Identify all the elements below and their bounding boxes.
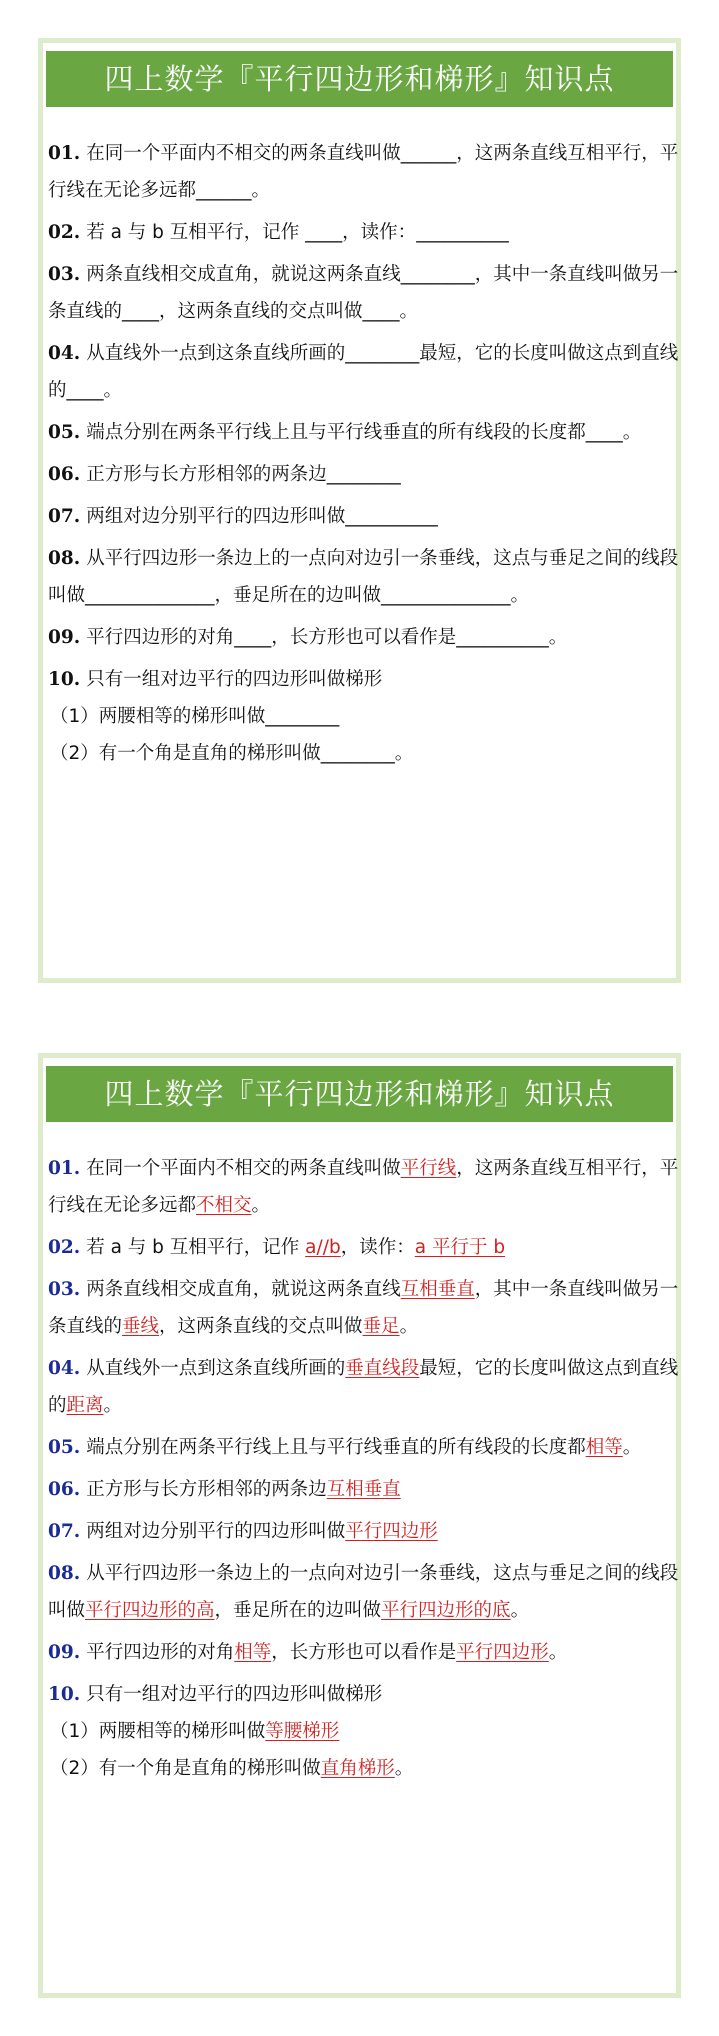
question-text: 正方形与长方形相邻的两条边: [86, 464, 327, 485]
question-text: ，读作：: [342, 222, 417, 243]
answer-text: 互相垂直: [326, 1479, 401, 1500]
question-text: （2）有一个角是直角的梯形叫做: [50, 743, 321, 764]
question-number: 05.: [48, 1437, 81, 1458]
answer-text: 直角梯形: [320, 1758, 395, 1779]
answer-blank: ________: [345, 343, 420, 364]
question-text: 若 a 与 b 互相平行，记作: [86, 1237, 306, 1258]
answer-key-card: [38, 1053, 681, 1998]
question-text: ，长方形也可以看作是: [271, 1642, 457, 1663]
question-text: 。: [399, 301, 419, 322]
answer-blank: __________: [345, 506, 438, 527]
question-text: 最短，它的长度叫做这点到直线的: [48, 1358, 679, 1416]
question-text: ，读作：: [340, 1237, 415, 1258]
question-text: 。: [510, 1600, 530, 1621]
answer-blank: ____: [234, 627, 272, 648]
question-05: [48, 414, 682, 451]
answer-05: [48, 1429, 682, 1466]
question-text: （1）两腰相等的梯形叫做: [50, 1721, 266, 1742]
answer-blank: ______: [400, 143, 457, 164]
question-text: ，其中一条直线叫做另一条直线的: [48, 1279, 679, 1337]
question-text: 。: [103, 380, 123, 401]
answer-text: 平行四边形的高: [85, 1600, 215, 1621]
question-02: [48, 214, 682, 251]
question-text: 只有一组对边平行的四边形叫做梯形: [86, 669, 383, 690]
question-text: 若 a 与 b 互相平行，记作: [86, 222, 306, 243]
question-10-sub-1: [48, 698, 676, 735]
question-text: 只有一组对边平行的四边形叫做梯形: [86, 1684, 383, 1705]
answer-text: 平行线: [400, 1158, 457, 1179]
question-text: 。: [622, 422, 642, 443]
question-text: ，垂足所在的边叫做: [214, 1600, 382, 1621]
question-number: 10.: [48, 669, 81, 690]
question-text: ，这两条直线的交点叫做: [159, 301, 363, 322]
question-text: 。: [622, 1437, 642, 1458]
question-number: 04.: [48, 343, 81, 364]
question-text: 从平行四边形一条边上的一点向对边引一条垂线，这点与垂足之间的线段叫做: [48, 548, 679, 606]
question-number: 08.: [48, 548, 81, 569]
answer-text: 距离: [66, 1395, 104, 1416]
question-08: [48, 540, 682, 614]
answer-blank: ____: [122, 301, 160, 322]
question-number: 01.: [48, 1158, 81, 1179]
question-number: 03.: [48, 1279, 81, 1300]
question-number: 08.: [48, 1563, 81, 1584]
question-04: [48, 335, 682, 409]
worksheet-question-list: [43, 107, 679, 772]
answer-blank: __________: [416, 222, 509, 243]
question-text: 端点分别在两条平行线上且与平行线垂直的所有线段的长度都: [86, 1437, 586, 1458]
question-text: ，长方形也可以看作是: [271, 627, 457, 648]
question-number: 02.: [48, 222, 81, 243]
question-text: ，这两条直线的交点叫做: [159, 1316, 363, 1337]
question-07: [48, 498, 682, 535]
question-number: 09.: [48, 627, 81, 648]
question-text: （2）有一个角是直角的梯形叫做: [50, 1758, 321, 1779]
answer-blank: ________: [326, 464, 401, 485]
answer-blank: __________: [456, 627, 549, 648]
question-text: 正方形与长方形相邻的两条边: [86, 1479, 327, 1500]
question-text: 平行四边形的对角: [86, 627, 235, 648]
question-number: 02.: [48, 1237, 81, 1258]
question-text: 。: [510, 585, 530, 606]
question-text: 从平行四边形一条边上的一点向对边引一条垂线，这点与垂足之间的线段叫做: [48, 1563, 679, 1621]
question-10-sub-2: [48, 735, 676, 772]
question-01: [48, 135, 682, 209]
answer-blank: ____: [362, 301, 400, 322]
answer-blank: ________: [400, 264, 475, 285]
question-text: ，垂足所在的边叫做: [214, 585, 382, 606]
question-number: 06.: [48, 1479, 81, 1500]
answer-text: a//b: [305, 1237, 341, 1258]
answer-10-sub-2: [48, 1750, 676, 1787]
question-number: 10.: [48, 1684, 81, 1705]
question-text: 。: [548, 627, 568, 648]
answer-text: 平行四边形的底: [381, 1600, 511, 1621]
question-text: 。: [251, 1195, 271, 1216]
question-text: 端点分别在两条平行线上且与平行线垂直的所有线段的长度都: [86, 422, 586, 443]
answer-text: 垂直线段: [345, 1358, 420, 1379]
question-09: [48, 619, 682, 656]
question-06: [48, 456, 682, 493]
question-text: 平行四边形的对角: [86, 1642, 235, 1663]
worksheet-title-banner: 四上数学『平行四边形和梯形』知识点: [46, 51, 673, 107]
answer-blank: ________: [320, 743, 395, 764]
question-text: ，这两条直线互相平行，平行线在无论多远都: [48, 1158, 679, 1216]
question-number: 03.: [48, 264, 81, 285]
answer-text: 平行四边形: [456, 1642, 549, 1663]
question-number: 01.: [48, 143, 81, 164]
question-text: 在同一个平面内不相交的两条直线叫做: [86, 1158, 401, 1179]
answer-blank: ____: [585, 422, 623, 443]
question-text: ，其中一条直线叫做另一条直线的: [48, 264, 679, 322]
question-text: ，这两条直线互相平行，平行线在无论多远都: [48, 143, 679, 201]
question-number: 09.: [48, 1642, 81, 1663]
answer-text: 相等: [585, 1437, 623, 1458]
answer-key-title-banner: 四上数学『平行四边形和梯形』知识点: [46, 1066, 673, 1122]
answer-text: 不相交: [196, 1195, 252, 1216]
answer-blank: ______: [196, 180, 252, 201]
question-text: 。: [394, 743, 414, 764]
answer-blank: ____: [305, 222, 343, 243]
question-text: 在同一个平面内不相交的两条直线叫做: [86, 143, 401, 164]
question-text: 。: [399, 1316, 419, 1337]
answer-text: 相等: [234, 1642, 272, 1663]
answer-text: 垂足: [362, 1316, 400, 1337]
question-text: 最短，它的长度叫做这点到直线的: [48, 343, 679, 401]
question-10: [48, 661, 682, 698]
question-text: 两条直线相交成直角，就说这两条直线: [86, 264, 401, 285]
answer-key-list: [43, 1122, 679, 1787]
answer-06: [48, 1471, 682, 1508]
question-text: 。: [103, 1395, 123, 1416]
answer-10-sub-1: [48, 1713, 676, 1750]
question-03: [48, 256, 682, 330]
answer-blank: ______________: [85, 585, 215, 606]
question-text: 两条直线相交成直角，就说这两条直线: [86, 1279, 401, 1300]
question-number: 07.: [48, 506, 81, 527]
question-text: 两组对边分别平行的四边形叫做: [86, 1521, 346, 1542]
answer-text: 垂线: [122, 1316, 160, 1337]
answer-text: 平行四边形: [345, 1521, 438, 1542]
question-text: 。: [548, 1642, 568, 1663]
answer-08: [48, 1555, 682, 1629]
answer-blank: ____: [66, 380, 104, 401]
question-text: （1）两腰相等的梯形叫做: [50, 706, 266, 727]
answer-blank: ______________: [381, 585, 511, 606]
question-text: 从直线外一点到这条直线所画的: [86, 1358, 346, 1379]
answer-10: [48, 1676, 682, 1713]
answer-text: 等腰梯形: [265, 1721, 340, 1742]
answer-04: [48, 1350, 682, 1424]
answer-09: [48, 1634, 682, 1671]
answer-blank: ________: [265, 706, 340, 727]
blank-worksheet-card: [38, 38, 681, 983]
answer-07: [48, 1513, 682, 1550]
question-number: 06.: [48, 464, 81, 485]
question-text: 。: [394, 1758, 414, 1779]
question-number: 04.: [48, 1358, 81, 1379]
answer-text: a 平行于 b: [414, 1237, 506, 1258]
answer-text: 互相垂直: [400, 1279, 475, 1300]
answer-01: [48, 1150, 682, 1224]
question-number: 07.: [48, 1521, 81, 1542]
question-text: 两组对边分别平行的四边形叫做: [86, 506, 346, 527]
question-number: 05.: [48, 422, 81, 443]
question-text: 从直线外一点到这条直线所画的: [86, 343, 346, 364]
answer-02: [48, 1229, 682, 1266]
answer-03: [48, 1271, 682, 1345]
question-text: 。: [251, 180, 271, 201]
